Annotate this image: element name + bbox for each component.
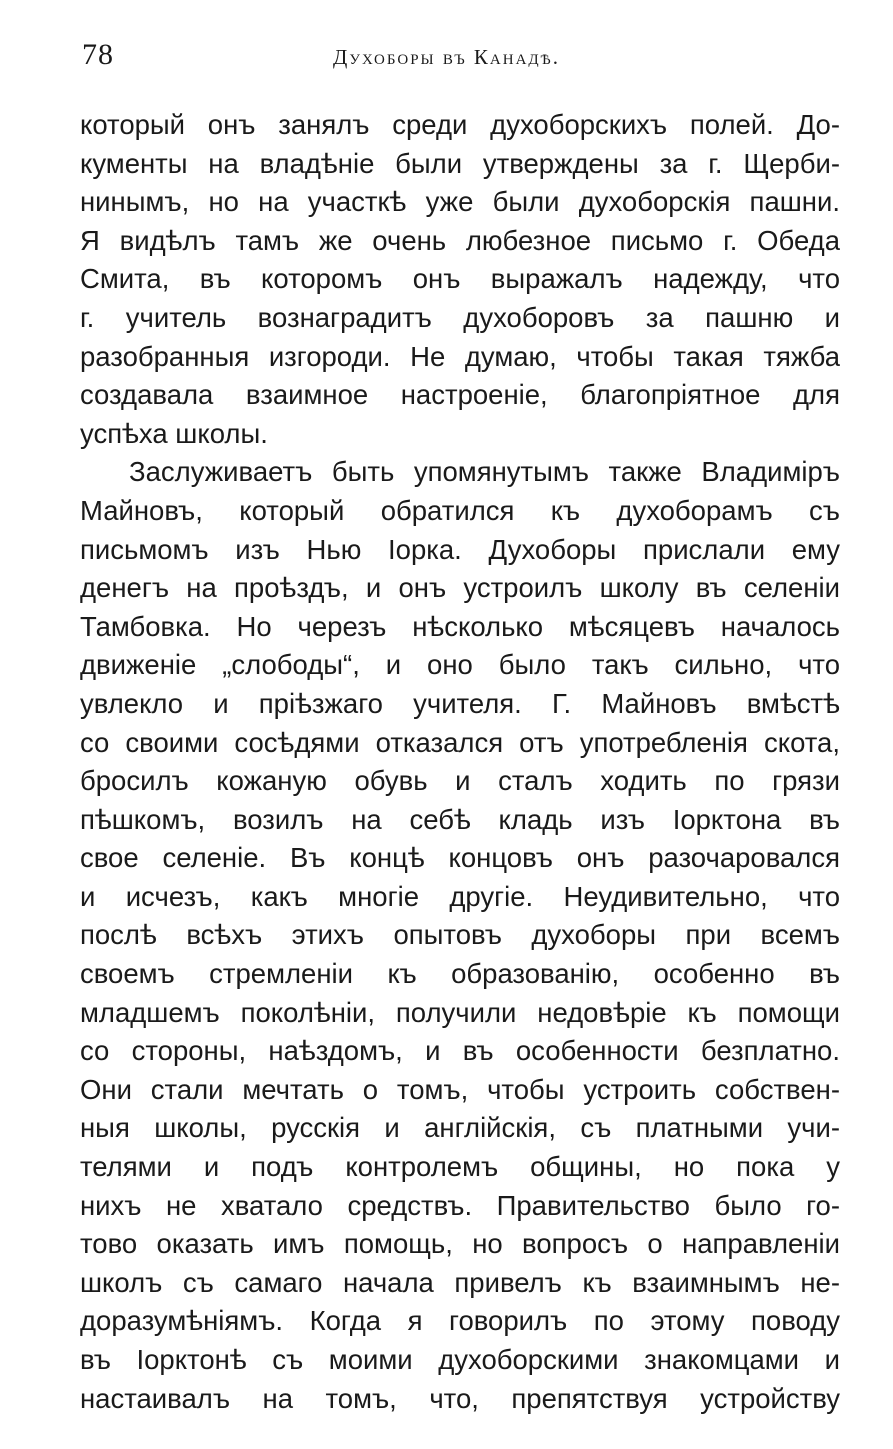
paragraph	[80, 453, 840, 1418]
running-title: Духоборы въ Канадѣ.	[333, 45, 560, 69]
text-line: Тамбовка. Но черезъ нѣсколько мѣсяцевъ началось	[80, 610, 840, 642]
text-line: разобранныя изгороди. Не думаю, чтобы такая тяжба	[80, 340, 840, 372]
text-line: кументы на владѣніе были утверждены за г. Щерби-	[80, 147, 840, 179]
text-line: бросилъ кожаную обувь и сталъ ходить по грязи	[80, 765, 840, 797]
text-line: настаивалъ на томъ, что, препятствуя устройству	[80, 1382, 840, 1414]
text-line: свое селеніе. Въ концѣ концовъ онъ разочаровался	[80, 842, 840, 874]
text-line: телями и подъ контролемъ общины, но пока у	[80, 1151, 840, 1183]
body-text	[80, 106, 840, 1418]
page-number: 78	[82, 38, 114, 71]
text-line: со стороны, наѣздомъ, и въ особенности безплатно.	[80, 1035, 840, 1067]
text-line: Они стали мечтать о томъ, чтобы устроить собствен-	[80, 1073, 840, 1105]
text-line: увлекло и пріѣзжаго учителя. Г. Майновъ вмѣстѣ	[80, 687, 840, 719]
text-line: пѣшкомъ, возилъ на себѣ кладь изъ Іорктона въ	[80, 803, 840, 835]
text-line: движеніе „слободы“, и оно было такъ сильно, что	[80, 649, 840, 681]
text-line: г. учитель вознаградитъ духоборовъ за пашню и	[80, 301, 840, 333]
text-line: который онъ занялъ среди духоборскихъ полей. До-	[80, 109, 840, 140]
text-line: успѣха школы.	[80, 417, 268, 449]
text-line: Смита, въ которомъ онъ выражалъ надежду, что	[80, 263, 840, 295]
text-line: и исчезъ, какъ многіе другіе. Неудивительно, что	[80, 880, 840, 912]
text-line: младшемъ поколѣніи, получили недовѣріе къ помощи	[80, 996, 840, 1028]
text-line: ныя школы, русскія и англійскія, съ платными учи-	[80, 1112, 840, 1144]
text-line: нихъ не хватало средствъ. Правительство было го-	[80, 1189, 840, 1221]
text-line: создавала взаимное настроеніе, благопріятное для	[80, 379, 840, 411]
text-line: доразумѣніямъ. Когда я говорилъ по этому поводу	[80, 1305, 840, 1337]
text-line: денегъ на проѣздъ, и онъ устроилъ школу въ селеніи	[80, 572, 840, 604]
text-line: письмомъ изъ Нью Іорка. Духоборы прислали ему	[80, 533, 840, 565]
text-line: нинымъ, но на участкѣ уже были духоборскія пашни.	[80, 186, 840, 218]
text-line: Заслуживаетъ быть упомянутымъ также Владиміръ	[129, 456, 840, 488]
text-line: со своими сосѣдями отказался отъ употребленія скота,	[80, 726, 840, 758]
text-line: Я видѣлъ тамъ же очень любезное письмо г. Обеда	[80, 224, 840, 256]
text-line: Майновъ, который обратился къ духоборамъ съ	[80, 494, 840, 526]
text-line: въ Іорктонѣ съ моими духоборскими знакомцами и	[80, 1344, 840, 1375]
text-line: своемъ стремленіи къ образованію, особенно въ	[80, 958, 840, 990]
paragraph	[80, 106, 840, 453]
text-line: послѣ всѣхъ этихъ опытовъ духоборы при всемъ	[80, 919, 840, 951]
text-line: тово оказать имъ помощь, но вопросъ о направленіи	[80, 1228, 840, 1260]
text-line: школъ съ самаго начала привелъ къ взаимнымъ не-	[80, 1266, 840, 1298]
